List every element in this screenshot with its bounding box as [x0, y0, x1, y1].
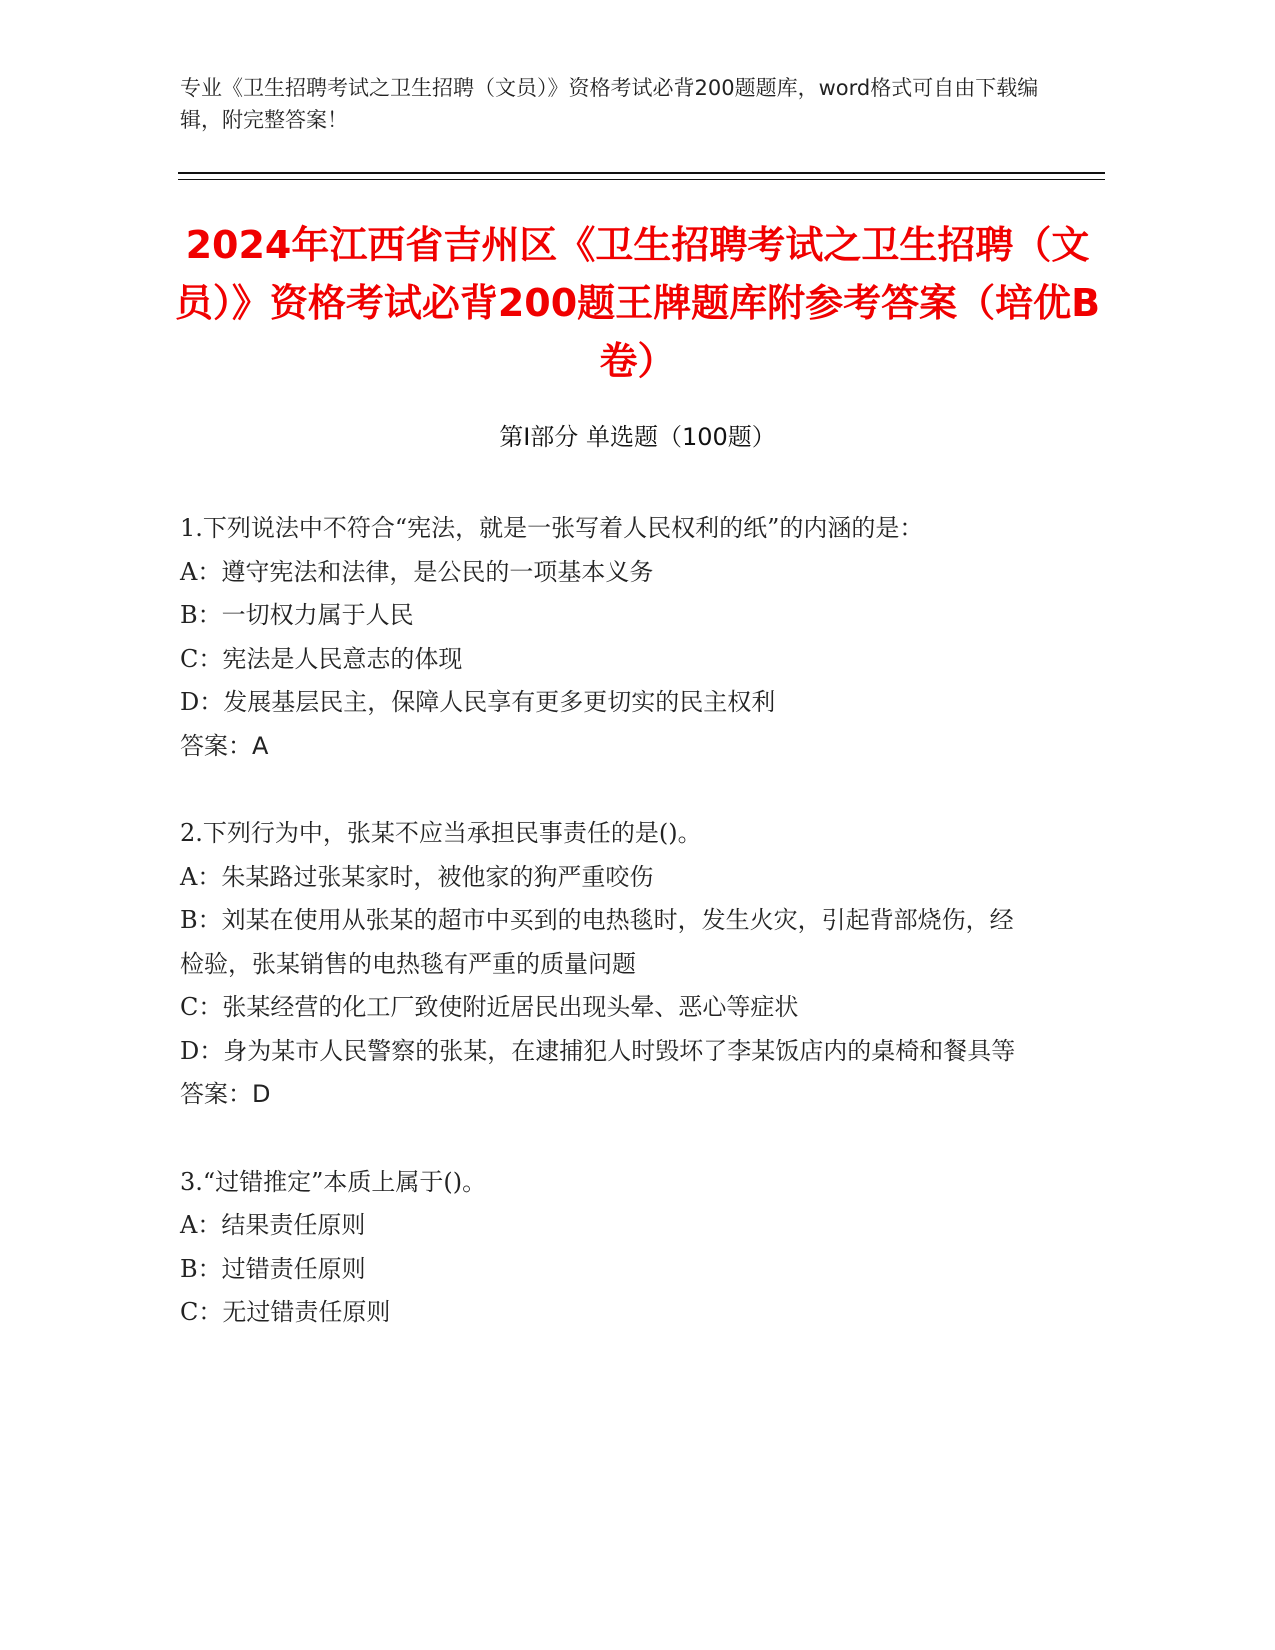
- answer-option-b: B：刘某在使用从张某的超市中买到的电热毯时，发生火灾，引起背部烧伤，经检验，张某销售的电热毯有严重的质量问题: [180, 906, 1014, 978]
- answer-option-b: B：一切权力属于人民: [180, 601, 414, 629]
- answer-option-c: C：无过错责任原则: [180, 1298, 391, 1326]
- answer-option-c: C：宪法是人民意志的体现: [180, 644, 463, 673]
- header-rule-thick: [178, 172, 1105, 174]
- answer-option-a: A：朱某路过张某家时，被他家的狗严重咬伤: [180, 862, 654, 891]
- header-note: 专业《卫生招聘考试之卫生招聘（文员）》资格考试必背200题题库，word格式可自由下载编辑，附完整答案！: [180, 76, 1039, 132]
- correct-answer: 答案：D: [180, 1080, 271, 1108]
- document-title: 2024年江西省吉州区《卫生招聘考试之卫生招聘（文员）》资格考试必背200题王牌题库附参考答案（培优B卷）: [174, 223, 1101, 383]
- question-stem: 1.下列说法中不符合“宪法，就是一张写着人民权利的纸”的内涵的是：: [180, 514, 924, 542]
- question-list: [180, 507, 1025, 1379]
- header-rule-thin: [178, 179, 1105, 180]
- question-item: [180, 1161, 1025, 1335]
- answer-option-c: C：张某经营的化工厂致使附近居民出现头晕、恶心等症状: [180, 993, 799, 1021]
- correct-answer: 答案：A: [180, 731, 269, 760]
- question-stem: 3.“过错推定”本质上属于()。: [180, 1167, 487, 1196]
- section-heading: 第Ⅰ部分 单选题（100题）: [499, 423, 776, 451]
- question-item: [180, 812, 1025, 1117]
- answer-option-a: A：结果责任原则: [180, 1211, 366, 1239]
- answer-option-a: A：遵守宪法和法律，是公民的一项基本义务: [180, 557, 654, 586]
- answer-option-d: D：身为某市人民警察的张某，在逮捕犯人时毁坏了李某饭店内的桌椅和餐具等: [180, 1036, 1016, 1065]
- question-stem: 2.下列行为中，张某不应当承担民事责任的是()。: [180, 819, 702, 847]
- answer-option-d: D：发展基层民主，保障人民享有更多更切实的民主权利: [180, 688, 776, 716]
- question-item: [180, 507, 1025, 768]
- answer-option-b: B：过错责任原则: [180, 1254, 366, 1283]
